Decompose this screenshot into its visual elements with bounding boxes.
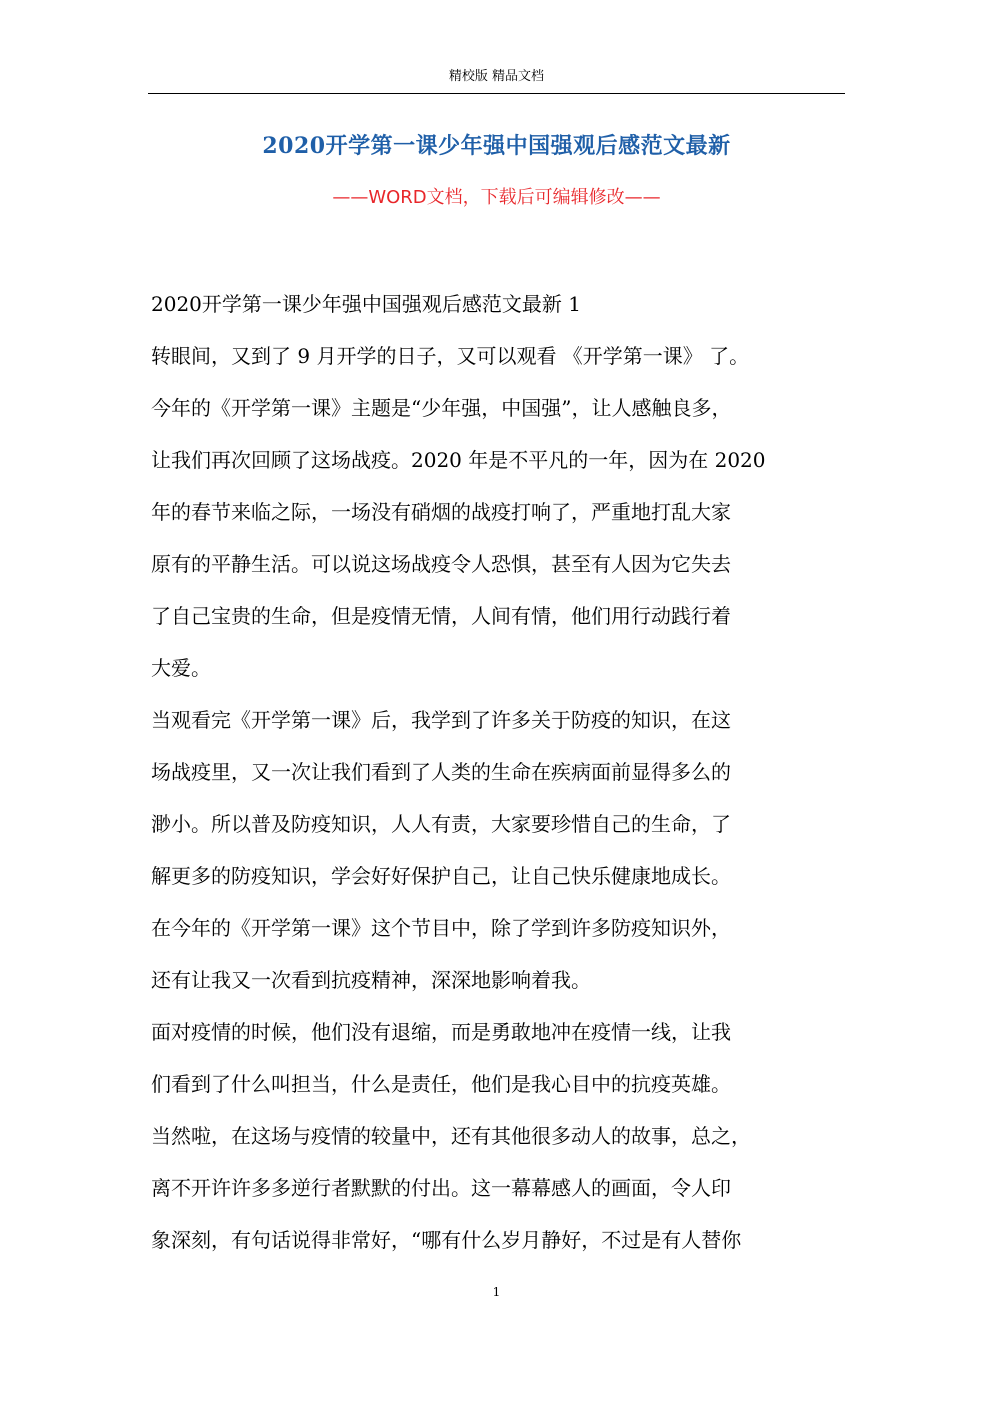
body-line: 象深刻，有句话说得非常好，“哪有什么岁月静好，不过是有人替你 <box>151 1228 742 1252</box>
body-line: 年的春节来临之际，一场没有硝烟的战疫打响了，严重地打乱大家 <box>151 500 731 524</box>
body-line: 大爱。 <box>151 656 211 680</box>
body-line: 场战疫里，又一次让我们看到了人类的生命在疾病面前显得多么的 <box>151 760 731 784</box>
body-line: 面对疫情的时候，他们没有退缩，而是勇敢地冲在疫情一线，让我 <box>151 1020 731 1044</box>
body-line: 转眼间，又到了 9 月开学的日子，又可以观看 《开学第一课》 了。 <box>151 344 750 368</box>
running-header: 精校版 精品文档 <box>448 69 545 84</box>
body-line: 了自己宝贵的生命，但是疫情无情，人间有情，他们用行动践行着 <box>151 604 731 628</box>
body-line: 在今年的《开学第一课》这个节目中，除了学到许多防疫知识外， <box>151 916 731 940</box>
page-number: 1 <box>492 1285 501 1299</box>
body-line: 还有让我又一次看到抗疫精神，深深地影响着我。 <box>151 968 591 992</box>
header-rule <box>148 93 845 94</box>
document-subtitle: ——WORD文档，下载后可编辑修改—— <box>332 187 661 208</box>
body-line: 离不开许许多多逆行者默默的付出。这一幕幕感人的画面，令人印 <box>151 1176 731 1200</box>
body-line: 原有的平静生活。可以说这场战疫令人恐惧，甚至有人因为它失去 <box>151 552 731 576</box>
body-line: 解更多的防疫知识，学会好好保护自己，让自己快乐健康地成长。 <box>151 864 731 888</box>
body-line: 当然啦，在这场与疫情的较量中，还有其他很多动人的故事，总之， <box>151 1124 751 1148</box>
document-body <box>151 284 841 1272</box>
body-line: 2020开学第一课少年强中国强观后感范文最新 1 <box>151 292 581 316</box>
body-line: 当观看完《开学第一课》后，我学到了许多关于防疫的知识，在这 <box>151 708 731 732</box>
body-line: 渺小。所以普及防疫知识，人人有责，大家要珍惜自己的生命，了 <box>151 812 731 836</box>
body-line: 让我们再次回顾了这场战疫。2020 年是不平凡的一年，因为在 2020 <box>151 448 766 472</box>
document-title: 2020开学第一课少年强中国强观后感范文最新 <box>262 133 731 159</box>
body-line: 们看到了什么叫担当，什么是责任，他们是我心目中的抗疫英雄。 <box>151 1072 731 1096</box>
body-line: 今年的《开学第一课》主题是“少年强，中国强”，让人感触良多， <box>151 396 732 420</box>
